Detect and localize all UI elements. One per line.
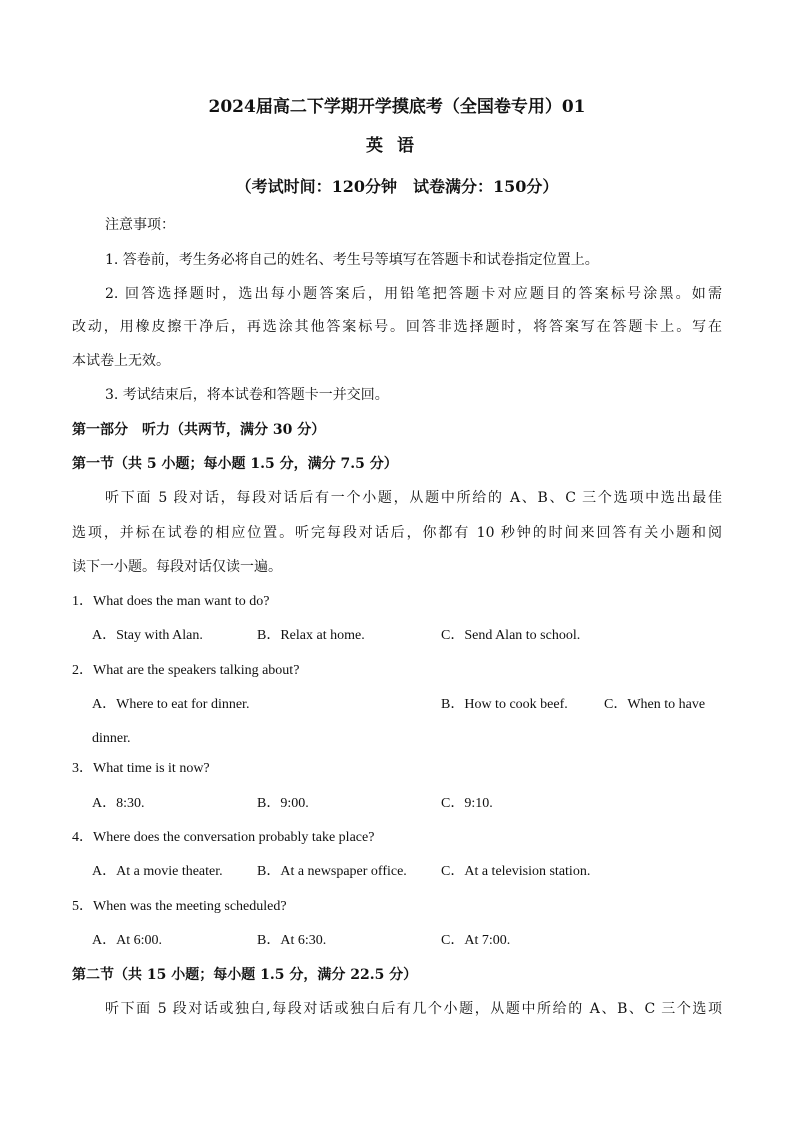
section-1-instructions-line-1: 听下面 5 段对话，每段对话后有一个小题，从题中所给的 A、B、C 三个选项中选出最佳	[105, 490, 722, 506]
section-2-heading: 第二节（共 15 小题；每小题 1.5 分，满分 22.5 分）	[72, 967, 418, 983]
question-2-stem: 2．What are the speakers talking about?	[72, 663, 300, 678]
notice-item-2-line-1: 2. 回答选择题时，选出每小题答案后，用铅笔把答题卡对应题目的答案标号涂黑。如需	[105, 286, 722, 302]
exam-time-info: （考试时间：120分钟 试卷满分：150分）	[235, 177, 559, 196]
notice-item-3: 3. 考试结束后，将本试卷和答题卡一并交回。	[105, 387, 389, 403]
notice-item-2-line-3: 本试卷上无效。	[72, 353, 170, 369]
question-3-option-c: C．9:10.	[441, 796, 493, 811]
section-1-instructions-line-3: 读下一小题。每段对话仅读一遍。	[72, 559, 282, 575]
notice-item-2-line-2: 改动，用橡皮擦干净后，再选涂其他答案标号。回答非选择题时，将答案写在答题卡上。写在	[72, 319, 722, 335]
question-1-option-b: B．Relax at home.	[257, 628, 365, 643]
question-4-stem: 4．Where does the conversation probably take place?	[72, 830, 375, 845]
question-2-option-b: B．How to cook beef.	[441, 697, 568, 712]
subject-title: 英语	[366, 136, 428, 156]
question-5-option-a: A．At 6:00.	[92, 933, 162, 948]
question-5-option-c: C．At 7:00.	[441, 933, 511, 948]
question-1-option-c: C．Send Alan to school.	[441, 628, 581, 643]
exam-title: 2024届高二下学期开学摸底考（全国卷专用）01	[208, 97, 586, 117]
question-4-option-c: C．At a television station.	[441, 864, 591, 879]
question-1-stem: 1．What does the man want to do?	[72, 594, 270, 609]
notice-heading: 注意事项：	[105, 217, 175, 233]
question-2-option-c: C．When to have	[604, 697, 706, 712]
question-3-option-b: B．9:00.	[257, 796, 309, 811]
question-2-option-c-continued: dinner.	[92, 731, 131, 746]
section-2-instructions-line-1: 听下面 5 段对话或独白,每段对话或独白后有几个小题，从题中所给的 A、B、C 三个选项	[105, 1001, 722, 1017]
question-2-option-a: A．Where to eat for dinner.	[92, 697, 250, 712]
question-4-option-a: A．At a movie theater.	[92, 864, 223, 879]
question-3-option-a: A．8:30.	[92, 796, 145, 811]
question-5-option-b: B．At 6:30.	[257, 933, 327, 948]
question-1-option-a: A．Stay with Alan.	[92, 628, 203, 643]
section-1-instructions-line-2: 选项，并标在试卷的相应位置。听完每段对话后，你都有 10 秒钟的时间来回答有关小题和阅	[72, 525, 722, 541]
question-5-stem: 5．When was the meeting scheduled?	[72, 899, 287, 914]
section-1-heading: 第一节（共 5 小题；每小题 1.5 分，满分 7.5 分）	[72, 456, 398, 472]
part-1-heading: 第一部分 听力（共两节，满分 30 分）	[72, 422, 326, 438]
question-4-option-b: B．At a newspaper office.	[257, 864, 407, 879]
question-3-stem: 3．What time is it now?	[72, 761, 210, 776]
notice-item-1: 1. 答卷前，考生务必将自己的姓名、考生号等填写在答题卡和试卷指定位置上。	[105, 252, 599, 268]
